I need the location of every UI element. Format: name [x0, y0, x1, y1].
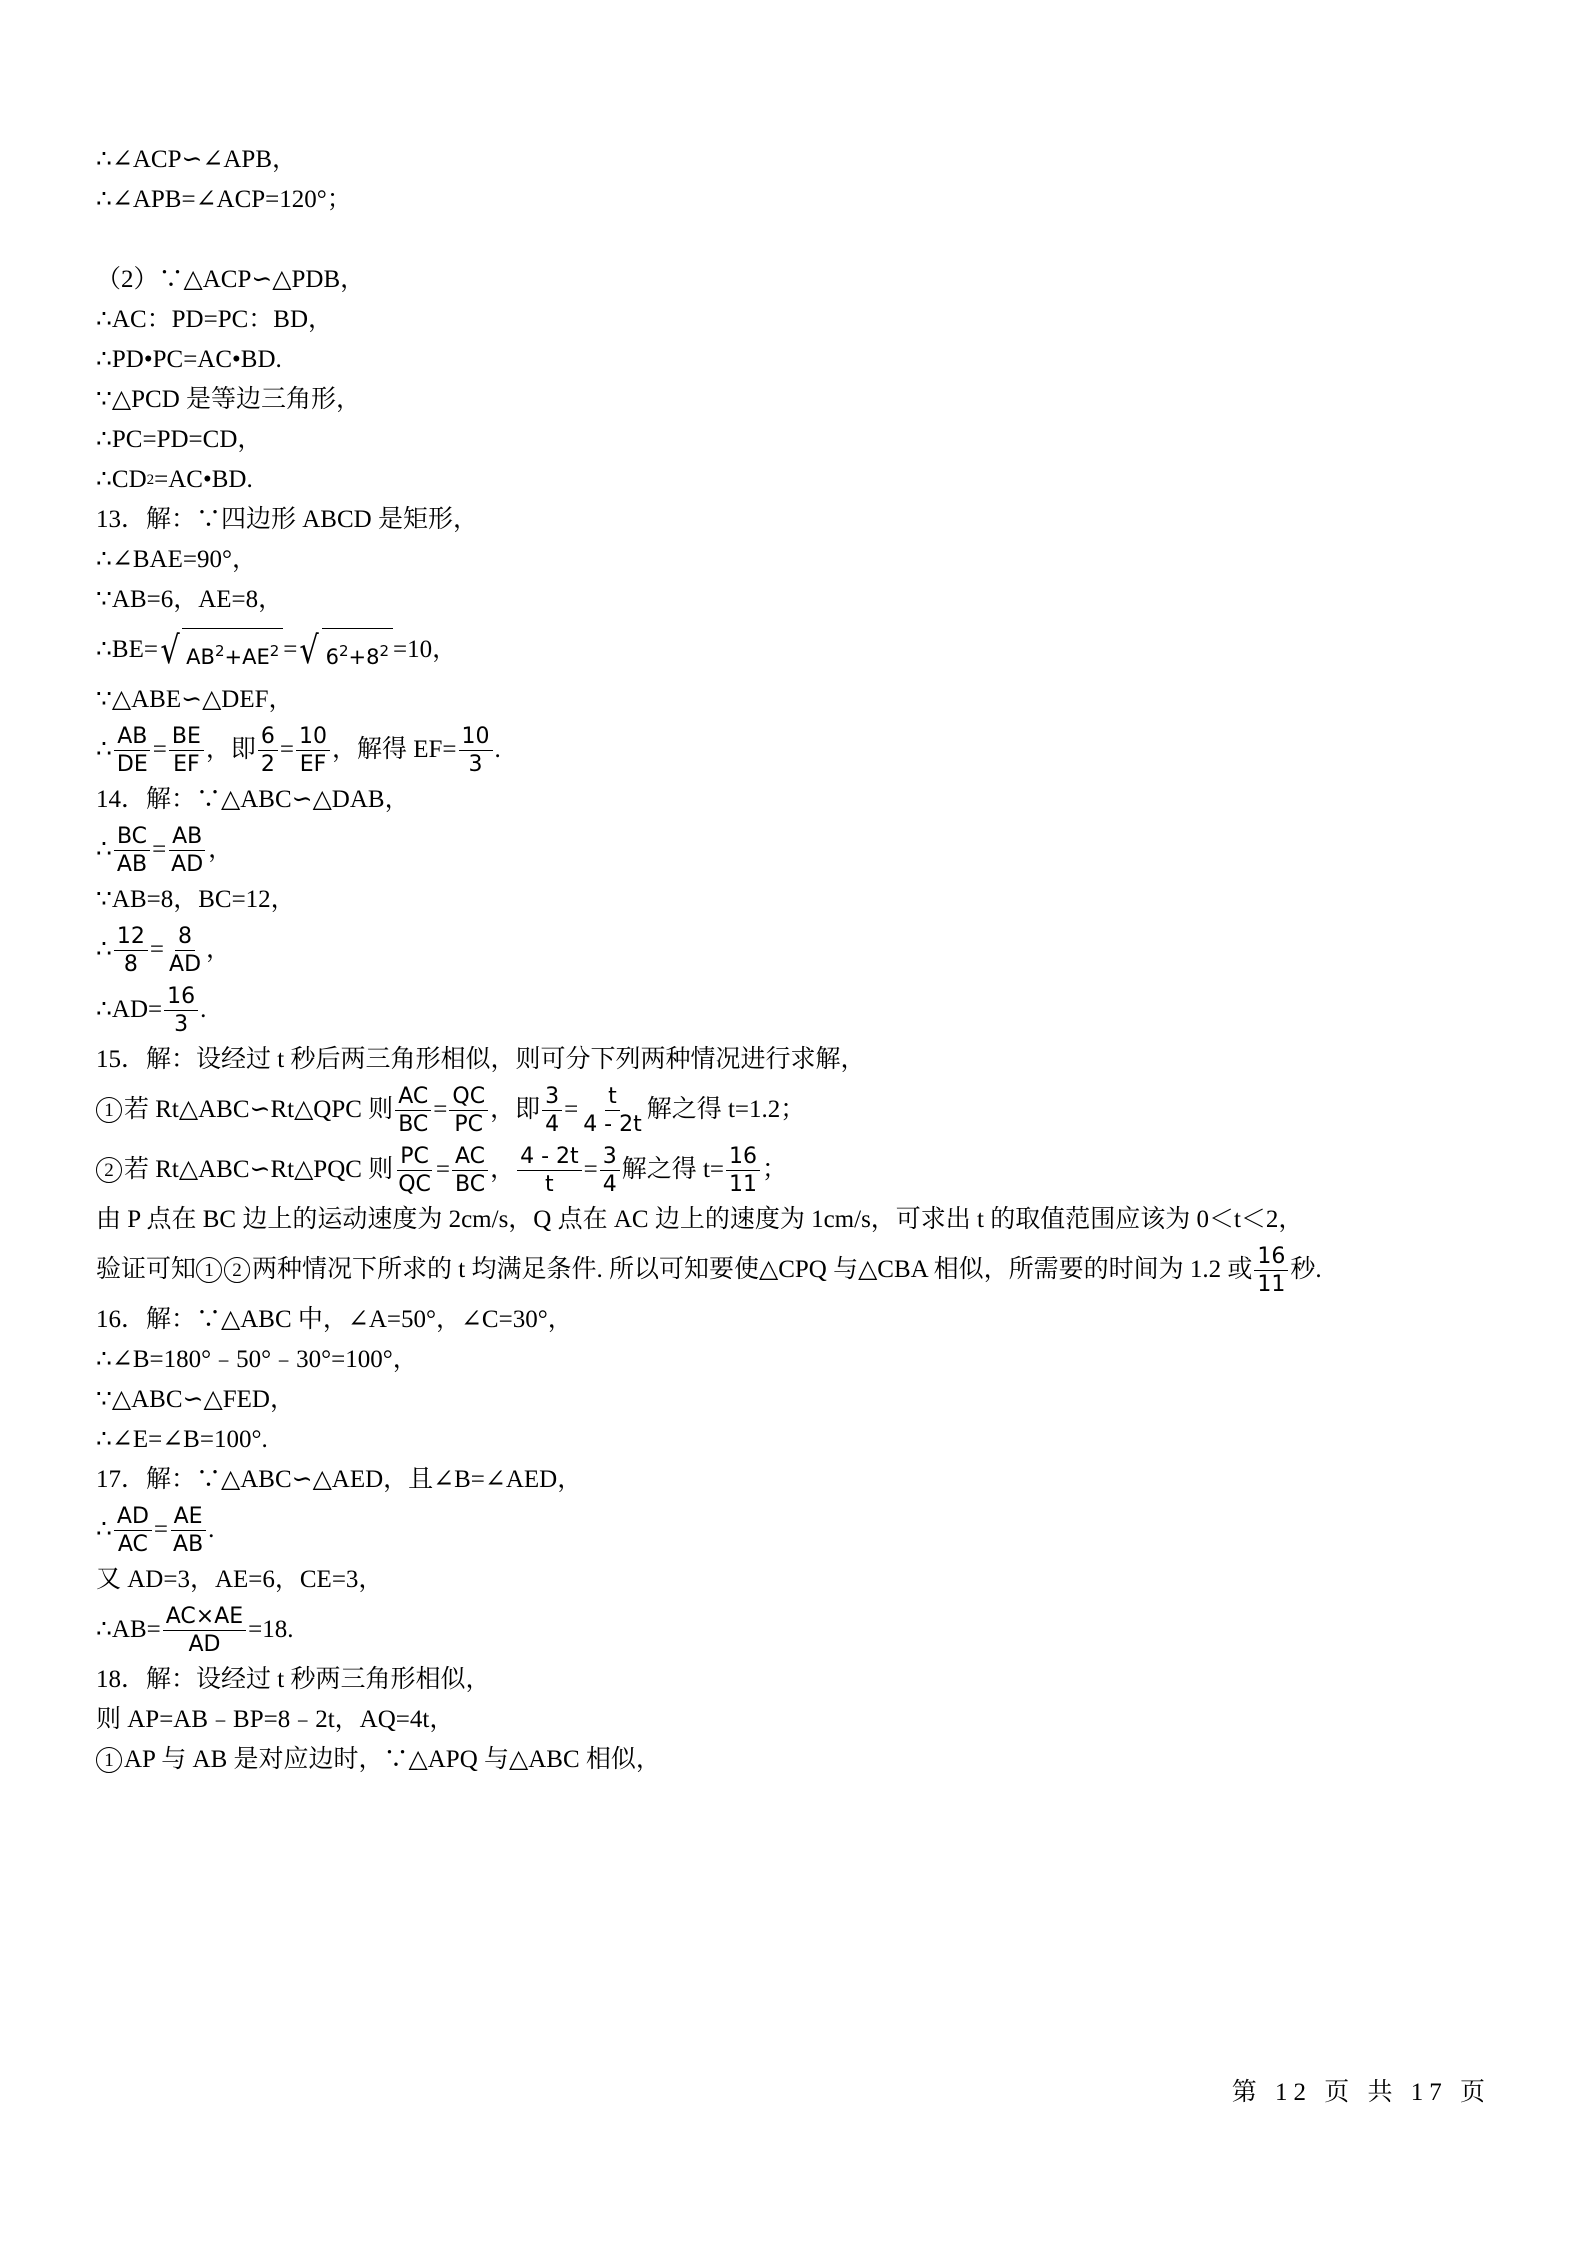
text-line: ∴AC：PD=PC：BD， — [96, 306, 333, 333]
fraction: $\frac{AB}{DE}$ — [114, 723, 151, 778]
text-line: ∴∠B=180°﹣50°﹣30°=100°， — [96, 1346, 418, 1373]
text-line: ∵AB=6，AE=8， — [96, 586, 284, 613]
text-line: ∴CD 2 =AC•BD. — [96, 466, 253, 493]
fraction: $\frac{3}{4}$ — [600, 1143, 620, 1198]
question-13-heading: 13．解：∵四边形 ABCD 是矩形， — [96, 506, 478, 533]
fraction: $\frac{AE}{AB}$ — [170, 1503, 206, 1558]
page-footer: 第 12 页 共 17 页 — [1231, 2079, 1491, 2106]
fraction: $\frac{6}{2}$ — [258, 723, 278, 778]
text-line: 则 AP=AB﹣BP=8﹣2t，AQ=4t， — [96, 1706, 455, 1733]
text-line: ∴∠ACP∽∠APB， — [96, 146, 298, 173]
question-15-heading: 15．解：设经过 t 秒后两三角形相似，则可分下列两种情况进行求解， — [96, 1046, 866, 1073]
fraction-equation: ∴AB= $\frac{AC\times AE}{AD}$ =18. — [96, 1603, 294, 1657]
fraction: $\frac{t}{4 - 2t}$ — [583, 1083, 642, 1137]
circled-number: 2 — [224, 1257, 250, 1283]
fraction: $\frac{BC}{AB}$ — [114, 823, 150, 878]
text-line: ∵△PCD 是等边三角形， — [96, 386, 362, 413]
sqrt-equation: ∴BE= √ $AB^2+AE^2$ = √ $6^2+8^2$ =10， — [96, 628, 458, 672]
text-line: 由 P 点在 BC 边上的运动速度为 2cm/s，Q 点在 AC 边上的速度为 1cm/s，可求出 t 的取值范围应该为 0＜t＜2， — [96, 1206, 1304, 1233]
fraction-equation: ∴ $\frac{AD}{AC}$ = $\frac{AE}{AB}$ . — [96, 1503, 215, 1557]
text-line: ∴∠E=∠B=100°. — [96, 1426, 268, 1453]
fraction-equation: 验证可知 1 2 两种情况下所求的 t 均满足条件. 所以可知要使△CPQ 与△CBA 相似，所需要的时间为 1.2 或 $\frac{16}{11}$ 秒. — [96, 1243, 1322, 1297]
circled-number: 2 — [96, 1157, 122, 1183]
text-line: ∵△ABE∽△DEF， — [96, 686, 294, 713]
fraction-equation: ∴AD= $\frac{16}{3}$ . — [96, 983, 207, 1037]
question-14-heading: 14．解：∵△ABC∽△DAB， — [96, 786, 410, 813]
fraction-equation: 1 若 Rt△ABC∽Rt△QPC 则 $\frac{AC}{BC}$ = $\frac{QC}{PC}$ ，即 $\frac{3}{4}$ = $\frac{t}{4 - 2t}$ 解之得 t=1.2； — [96, 1080, 1496, 1140]
fraction: $\frac{AC\times AE}{AD}$ — [163, 1603, 246, 1658]
fraction: $\frac{AC}{BC}$ — [452, 1143, 488, 1198]
fraction: $\frac{16}{11}$ — [1254, 1243, 1288, 1298]
circled-number: 1 — [196, 1257, 222, 1283]
fraction: $\frac{AB}{AD}$ — [168, 823, 206, 878]
text-line: （2）∵△ACP∽△PDB， — [96, 266, 366, 293]
sqrt-expression: √ $AB^2+AE^2$ — [158, 628, 283, 672]
fraction: $\frac{3}{4}$ — [542, 1083, 562, 1138]
question-18-heading: 18．解：设经过 t 秒两三角形相似， — [96, 1666, 491, 1693]
text-line: ∴∠BAE=90°， — [96, 546, 257, 573]
circled-number: 1 — [96, 1097, 122, 1123]
text-line: 1 AP 与 AB 是对应边时，∵△APQ 与△ABC 相似， — [96, 1740, 1496, 1780]
fraction: $\frac{QC}{PC}$ — [449, 1083, 488, 1138]
fraction: $\frac{8}{AD}$ — [169, 923, 202, 977]
fraction-equation: ∴ $\frac{12}{8}$ = $\frac{8}{AD}$ ， — [96, 923, 232, 977]
fraction: $\frac{PC}{QC}$ — [398, 1143, 431, 1197]
fraction: $\frac{12}{8}$ — [114, 923, 148, 978]
text-line: 又 AD=3，AE=6，CE=3， — [96, 1566, 384, 1593]
question-16-heading: 16．解：∵△ABC 中，∠A=50°，∠C=30°， — [96, 1306, 573, 1333]
fraction-equation: ∴ $\frac{AB}{DE}$ = $\frac{BE}{EF}$ ，即 $\frac{6}{2}$ = $\frac{10}{EF}$ ，解得 EF= $\frac{10}{3}$ . — [96, 723, 501, 777]
question-17-heading: 17．解：∵△ABC∽△AED，且∠B=∠AED， — [96, 1466, 583, 1493]
text-line: ∵△ABC∽△FED， — [96, 1386, 295, 1413]
fraction-equation: ∴ $\frac{BC}{AB}$ = $\frac{AB}{AD}$ ， — [96, 823, 234, 877]
text-line: ∴PD•PC=AC•BD. — [96, 346, 282, 373]
fraction-equation: 2 若 Rt△ABC∽Rt△PQC 则 $\frac{PC}{QC}$ = $\frac{AC}{BC}$ ， $\frac{4 - 2t}{t}$ = $\frac{3}{4}$ 解之得 t= $\frac{16}{11}$ ； — [96, 1140, 1496, 1200]
fraction: $\frac{10}{3}$ — [459, 723, 493, 778]
document-body — [96, 140, 1496, 1780]
text-line: ∴PC=PD=CD， — [96, 426, 263, 453]
text-line: ∵AB=8，BC=12， — [96, 886, 296, 913]
fraction: $\frac{AD}{AC}$ — [114, 1503, 152, 1558]
fraction: $\frac{AC}{BC}$ — [395, 1083, 431, 1138]
fraction: $\frac{4 - 2t}{t}$ — [517, 1143, 582, 1198]
sqrt-expression: √ $6^2+8^2$ — [297, 628, 393, 672]
fraction: $\frac{16}{3}$ — [164, 983, 198, 1038]
circled-number: 1 — [96, 1747, 122, 1773]
fraction: $\frac{10}{EF}$ — [296, 723, 330, 778]
fraction: $\frac{16}{11}$ — [726, 1143, 760, 1198]
fraction: $\frac{BE}{EF}$ — [169, 723, 204, 778]
text-line: ∴∠APB=∠ACP=120°； — [96, 186, 352, 213]
